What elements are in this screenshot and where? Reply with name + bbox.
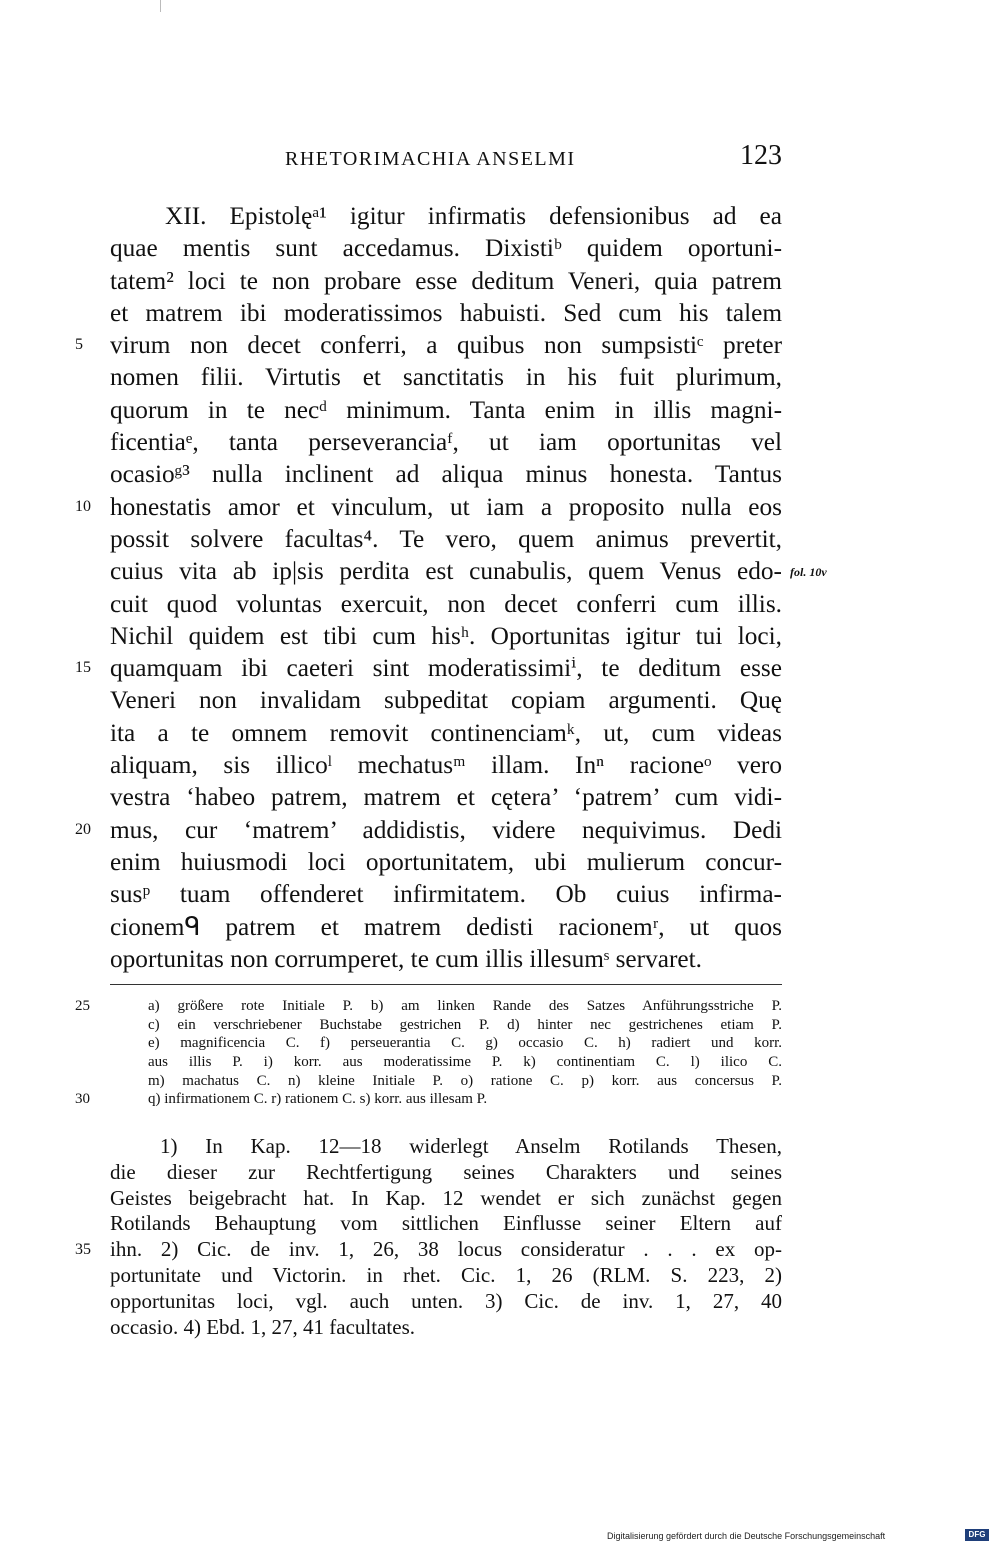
text-line [110,265,782,297]
apparatus-line [75,997,782,1016]
main-text [75,200,827,975]
text-line [110,911,782,943]
line-text: Rotilands Behauptung vom sittlichen Einflusse seiner Eltern auf [110,1211,782,1236]
text-line [75,814,782,846]
line-text: ihn. 2) Cic. de inv. 1, 26, 38 locus consideratur . . . ex op- [110,1237,782,1262]
apparatus-line [110,1034,782,1053]
text-line [110,943,782,975]
text-line [110,846,782,878]
line-text: honestatis amor et vinculum, ut iam a proposito nulla eos [110,492,782,521]
line-text: ficentiaᵉ, tanta perseveranciaᶠ, ut iam oportunitas vel [110,428,782,457]
line-text: possit solvere facultas⁴. Te vero, quem animus prevertit, [110,524,782,553]
line-text: Nichil quidem est tibi cum hisʰ. Oportunitas igitur tui loci, [110,621,782,650]
page-top-tick [160,0,161,12]
line-text: aliquam, sis illicoˡ mechatusᵐ illam. Inⁿ racioneᵒ vero [110,751,782,780]
text-line [110,588,782,620]
text-line [110,878,782,910]
text-line [110,555,827,587]
text-line [110,781,782,813]
line-text: Veneri non invalidam subpeditat copiam argumenti. Quę [110,686,782,715]
line-text: Geistes beigebracht hat. In Kap. 12 wendet er sich zunächst gegen [110,1185,782,1210]
apparatus-line [75,1090,782,1109]
text-line [75,329,782,361]
line-number: 20 [75,820,91,838]
apparatus-line [110,1016,782,1035]
line-text: q) infirmationem C. r) rationem C. s) korr. aus illesam P. [148,1091,488,1108]
line-text: nomen filii. Virtutis et sanctitatis in his fuit plurimum, [110,363,782,392]
text-line [75,652,782,684]
running-head: RHETORIMACHIA ANSELMI [285,148,576,170]
commentary-line [110,1186,782,1212]
commentary-line [110,1134,782,1160]
line-text: enim huiusmodi loci oportunitatem, ubi mulierum concur- [110,847,782,876]
line-text: opportunitas loci, vgl. auch unten. 3) Cic. de inv. 1, 27, 40 [110,1288,782,1313]
text-line [110,394,782,426]
text-line [110,200,782,232]
dfg-logo: DFG [965,1529,989,1541]
line-text: c) ein verschriebener Buchstabe gestrichen P. d) hinter nec gestrichenes etiam P. [148,1016,782,1033]
page-number: 123 [740,140,782,171]
text-line [110,620,782,652]
line-text: cuit quod voluntas exercuit, non decet conferri cum illis. [110,589,782,618]
text-line [110,426,782,458]
text-line [110,749,782,781]
line-number: 35 [75,1241,91,1259]
commentary-line [110,1289,782,1315]
line-text: a) größere rote Initiale P. b) am linken Rande des Satzes Anführungsstriche P. [148,998,782,1014]
line-text: XII. Epistolęᵃ¹ igitur infirmatis defensionibus ad ea [165,202,782,230]
line-text: m) machatus C. n) kleine Initiale P. o) ratione C. p) korr. aus concersus P. [148,1072,782,1089]
text-line [110,232,782,264]
text-line [110,523,782,555]
folio-margin-note: fol. 10v [790,565,827,580]
line-text: vestra ‘habeo patrem, matrem et cętera’ ‘patrem’ cum vidi- [110,783,782,812]
line-text: ocasioᵍ³ nulla inclinent ad aliqua minus honesta. Tantus [110,460,782,489]
text-line [110,297,782,329]
line-text: e) magnificencia C. f) perseuerantia C. g) occasio C. h) radiert und korr. [148,1035,782,1052]
line-text: portunitate und Victorin. in rhet. Cic. 1, 26 (RLM. S. 223, 2) [110,1262,782,1287]
line-text: ita a te omnem removit continenciamᵏ, ut, cum videas [110,718,782,747]
line-text: virum non decet conferri, a quibus non sumpsistiᶜ preter [110,331,782,360]
line-number: 10 [75,497,91,515]
line-number: 30 [75,1091,90,1108]
line-number: 25 [75,998,90,1014]
line-text: mus, cur ‘matrem’ addidistis, videre nequivimus. Dedi [110,815,782,844]
text-line [110,717,782,749]
line-text: cionemᑫ patrem et matrem dedisti racionemʳ, ut quos [110,912,782,941]
line-text: tatem² loci te non probare esse deditum Veneri, quia patrem [110,266,782,295]
line-text: quamquam ibi caeteri sint moderatissimiⁱ, te deditum esse [110,654,782,683]
critical-apparatus [75,997,782,1109]
text-line [110,361,782,393]
line-text: et matrem ibi moderatissimos habuisti. Sed cum his talem [110,298,782,327]
commentary-line [110,1211,782,1237]
line-text: aus illis P. i) korr. aus moderatissime P. k) continentiam C. l) ilico C. [148,1054,782,1071]
commentary-line [110,1315,782,1341]
footnote-rule [110,984,782,985]
commentary-line [75,1237,782,1263]
line-text: quorum in te necᵈ minimum. Tanta enim in illis magni- [110,395,782,424]
apparatus-line [110,1053,782,1072]
line-text: susᵖ tuam offenderet infirmitatem. Ob cuius infirma- [110,880,782,909]
line-text: cuius vita ab ip|sis perdita est cunabulis, quem Venus edo- [110,557,782,586]
line-number: 5 [75,336,83,354]
apparatus-line [110,1072,782,1091]
text-line [75,491,782,523]
funding-note: Digitalisierung gefördert durch die Deutsche Forschungsgemeinschaft [607,1531,886,1541]
line-text: 1) In Kap. 12—18 widerlegt Anselm Rotilands Thesen, [160,1134,782,1158]
commentary-line [110,1160,782,1186]
text-line [110,458,782,490]
commentary-notes [75,1134,782,1340]
commentary-line [110,1263,782,1289]
text-line [110,684,782,716]
line-text: oportunitas non corrumperet, te cum illis illesumˢ servaret. [110,944,702,973]
line-text: quae mentis sunt accedamus. Dixistiᵇ quidem oportuni- [110,234,782,263]
line-text: occasio. 4) Ebd. 1, 27, 41 facultates. [110,1314,415,1339]
line-number: 15 [75,659,91,677]
line-text: die dieser zur Rechtfertigung seines Charakters und seines [110,1159,782,1184]
